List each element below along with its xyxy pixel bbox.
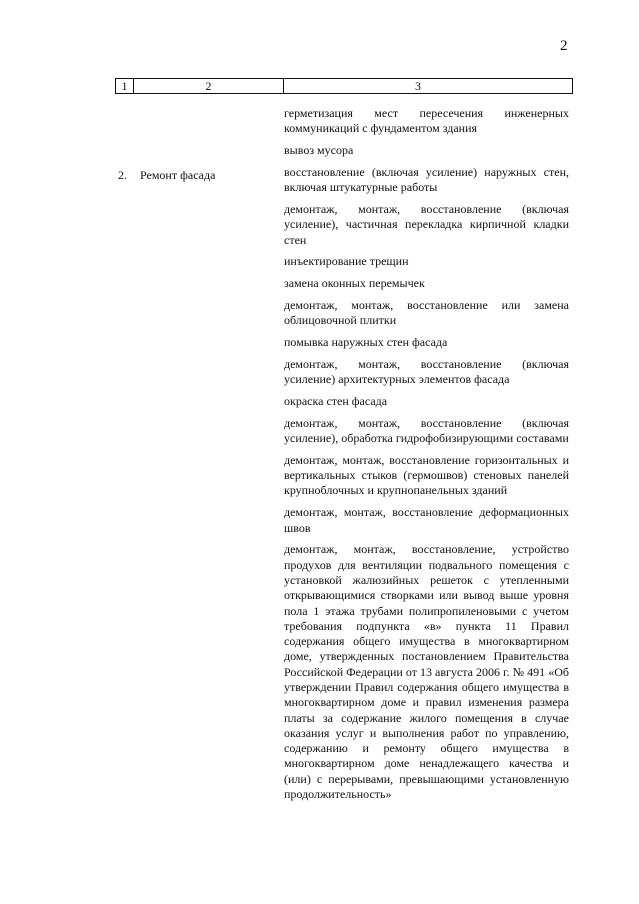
- work-item: демонтаж, монтаж, восстановление (включая усиление), обработка гидрофобизирующими составами: [284, 415, 569, 446]
- section-title: Ремонт фасада: [140, 168, 216, 182]
- page-number: 2: [560, 38, 568, 54]
- work-item: демонтаж, монтаж, восстановление (включая усиление) архитектурных элементов фасада: [284, 356, 569, 387]
- work-item: восстановление (включая усиление) наружных стен, включая штукатурные работы: [284, 164, 569, 195]
- work-item: окраска стен фасада: [284, 393, 388, 408]
- work-items-list: [284, 106, 569, 802]
- table-header-col-2: 2: [205, 79, 212, 93]
- table-header-col-1: 1: [116, 79, 134, 93]
- work-item: демонтаж, монтаж, восстановление, устройство продухов для вентиляции подвального помещения с установкой жалюзийных решеток с утепленными открывающимися створками или вывод выше уровня пола 1 этажа трубами полипропиленовыми с учетом требования подпункта «в» пункта 11 Правил содержания общего имущества в многоквартирном доме, утвержденных постановлением Правительства Российской Федерации от 13 августа 2006 г. № 491 «Об утверждении Правил содержания общего имущества в многоквартирном доме и правил изменения размера платы за содержание жилого помещения в случае оказания услуг и выполнения работ по управлению, содержанию и ремонту общего имущества в многоквартирном доме ненадлежащего качества и (или) с перерывами, превышающими установленную продолжительность»: [284, 542, 569, 802]
- work-item: вывоз мусора: [284, 143, 354, 158]
- work-item: демонтаж, монтаж, восстановление (включая усиление), частичная перекладка кирпичной кладки стен: [284, 201, 569, 247]
- work-item: помывка наружных стен фасада: [284, 335, 448, 350]
- table-header-col-3: 3: [283, 79, 572, 93]
- section-label: [118, 168, 215, 183]
- section-number: 2.: [118, 168, 127, 182]
- work-item: герметизация мест пересечения инженерных коммуникаций с фундаментом здания: [284, 106, 569, 136]
- work-item: демонтаж, монтаж, восстановление горизонтальных и вертикальных стыков (гермошвов) стеновых панелей крупноблочных и крупнопанельных зданий: [284, 452, 569, 498]
- work-item: демонтаж, монтаж, восстановление деформационных швов: [284, 505, 569, 535]
- work-item: инъектирование трещин: [284, 254, 409, 269]
- work-item: демонтаж, монтаж, восстановление или замена облицовочной плитки: [284, 297, 569, 328]
- work-item: замена оконных перемычек: [284, 276, 425, 291]
- table-header-row: [115, 78, 573, 94]
